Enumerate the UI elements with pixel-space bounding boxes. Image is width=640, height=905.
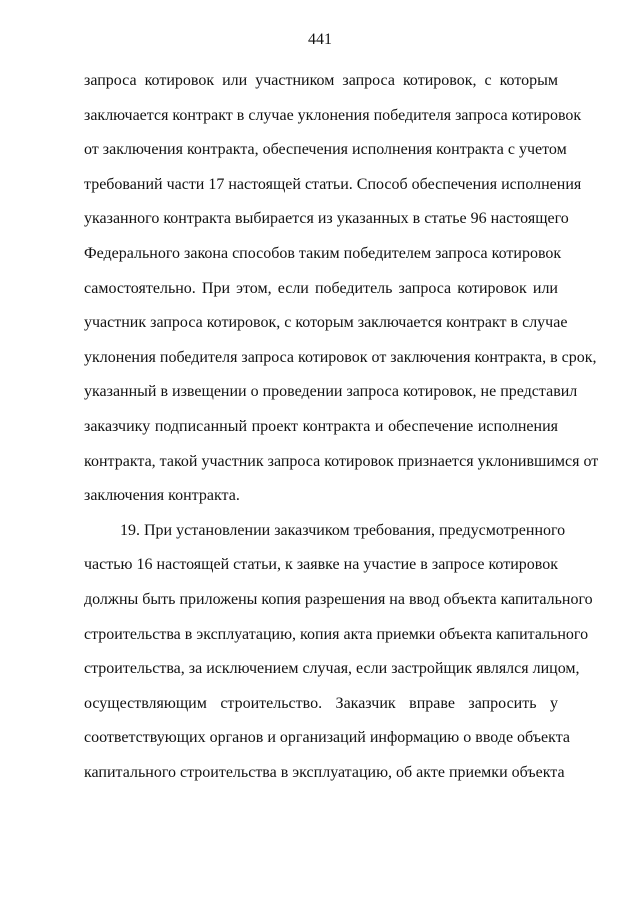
paragraph	[84, 64, 599, 514]
text-line: контракта, такой участник запроса котировок признается уклонившимся от	[84, 452, 599, 470]
text-line: осуществляющим строительство. Заказчик вправе запросить у	[84, 694, 558, 712]
text-line: уклонения победителя запроса котировок от заключения контракта, в срок,	[84, 348, 597, 366]
text-line: 19. При установлении заказчиком требования, предусмотренного	[120, 521, 566, 539]
paragraph	[84, 514, 593, 791]
text-line: требований части 17 настоящей статьи. Способ обеспечения исполнения	[84, 175, 582, 193]
text-line: заказчику подписанный проект контракта и обеспечение исполнения	[84, 417, 558, 435]
document-body	[84, 64, 599, 790]
text-line: капитального строительства в эксплуатацию, об акте приемки объекта	[84, 763, 565, 781]
text-line: строительства, за исключением случая, если застройщик являлся лицом,	[84, 660, 580, 678]
text-line: самостоятельно. При этом, если победитель запроса котировок или	[84, 279, 558, 297]
text-line: должны быть приложены копия разрешения на ввод объекта капитального	[84, 590, 593, 608]
text-line: соответствующих органов и организаций информацию о вводе объекта	[84, 729, 571, 747]
text-line: Федерального закона способов таким победителем запроса котировок	[84, 244, 562, 262]
text-line: строительства в эксплуатацию, копия акта приемки объекта капитального	[84, 625, 589, 643]
text-line: заключается контракт в случае уклонения победителя запроса котировок	[84, 106, 582, 124]
text-line: указанный в извещении о проведении запроса котировок, не представил	[84, 383, 578, 401]
text-line: участник запроса котировок, с которым заключается контракт в случае	[84, 314, 568, 332]
text-line: указанного контракта выбирается из указанных в статье 96 настоящего	[84, 210, 569, 228]
text-line: запроса котировок или участником запроса котировок, с которым	[84, 72, 558, 89]
text-line: от заключения контракта, обеспечения исполнения контракта с учетом	[84, 141, 567, 159]
text-line: частью 16 настоящей статьи, к заявке на участие в запросе котировок	[84, 556, 558, 574]
text-line: заключения контракта.	[84, 487, 240, 505]
page-number: 441	[308, 31, 332, 48]
